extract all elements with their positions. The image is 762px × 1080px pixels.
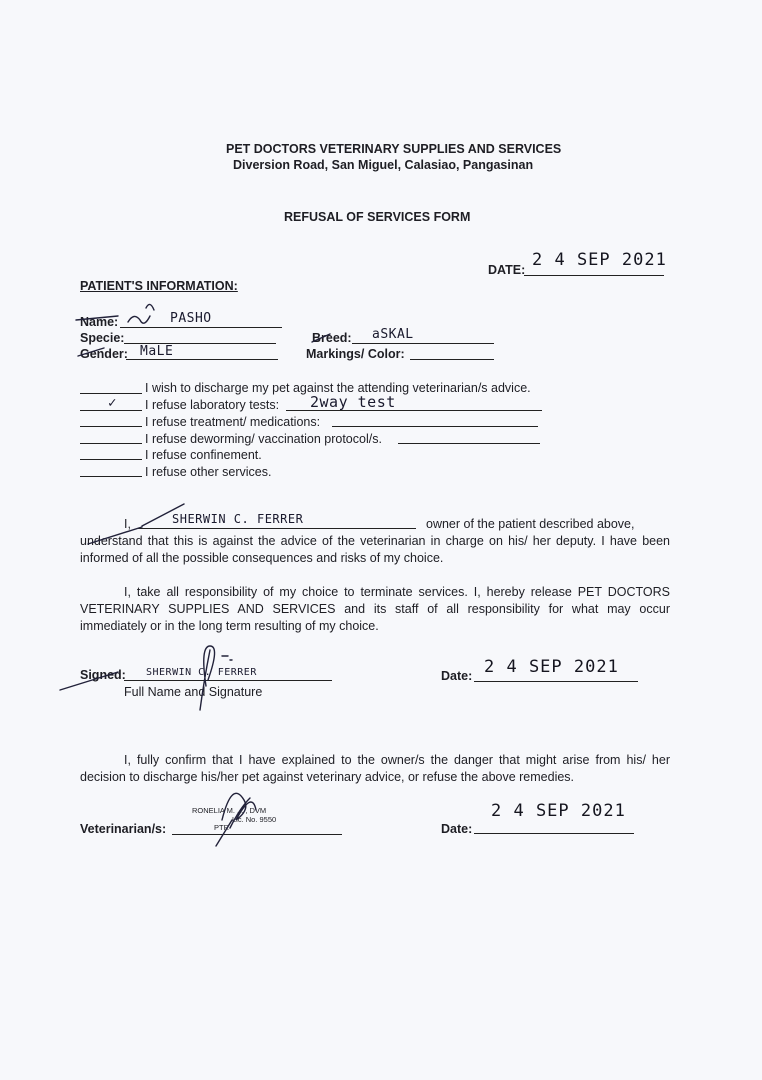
statement1-body: understand that this is against the advice of the veterinarian in charge on his/ her deputy. I have been informed of all the possible consequences and risks of my choice. <box>80 534 670 565</box>
statement1-i: I, <box>124 517 131 531</box>
option-4-blank <box>80 443 142 444</box>
statement1-owner-line <box>138 528 416 529</box>
date-top-value: 2 4 SEP 2021 <box>532 250 667 270</box>
option-3-line <box>332 426 538 427</box>
gender-label: Gender: <box>80 347 128 361</box>
option-4-text: I refuse deworming/ vaccination protocol/s. <box>145 432 382 446</box>
vet-label: Veterinarian/s: <box>80 822 167 836</box>
patient-section-title: PATIENT'S INFORMATION: <box>80 279 238 293</box>
form-title: REFUSAL OF SERVICES FORM <box>284 210 471 224</box>
vet-ptr: PTR <box>214 823 229 832</box>
option-3-text: I refuse treatment/ medications: <box>145 415 321 429</box>
option-6-text: I refuse other services. <box>145 465 272 479</box>
breed-value: aSKAL <box>372 327 414 342</box>
option-1-text: I wish to discharge my pet against the attending veterinarian/s advice. <box>145 381 531 395</box>
markings-line <box>410 359 494 360</box>
signed-value: SHERWIN C. FERRER <box>146 667 257 678</box>
breed-label: Breed: <box>312 331 352 345</box>
statement1-owner-name: SHERWIN C. FERRER <box>172 512 304 526</box>
specie-label: Specie: <box>80 331 125 345</box>
option-1-blank <box>80 393 142 394</box>
option-5-blank <box>80 459 142 460</box>
option-6-blank <box>80 476 142 477</box>
gender-line <box>126 359 278 360</box>
vet-date-line <box>474 833 634 834</box>
org-address: Diversion Road, San Miguel, Calasiao, Pangasinan <box>233 158 534 172</box>
statement2-body: I, take all responsibility of my choice to terminate services. I, hereby release PET DOCTORS VETERINARY SUPPLIES AND SERVICES and its staff of all responsibility for what may occur immediately or in the long term resulting of my choice. <box>80 585 670 633</box>
vet-name: RONELIA M. ... , DVM <box>192 806 267 815</box>
signed-date-line <box>474 681 638 682</box>
vet-date-label: Date: <box>441 822 473 836</box>
option-4-line <box>398 443 540 444</box>
statement1-owner-tail: owner of the patient described above, <box>426 517 635 531</box>
org-name: PET DOCTORS VETERINARY SUPPLIES AND SERVICES <box>226 142 562 156</box>
option-5-text: I refuse confinement. <box>145 448 262 462</box>
date-top-label: DATE: <box>488 263 526 277</box>
markings-label: Markings/ Color: <box>306 347 405 361</box>
signed-date-label: Date: <box>441 669 473 683</box>
vet-license: Lic. No. 9550 <box>232 815 277 824</box>
gender-value: MaLE <box>140 344 174 359</box>
option-2-value: 2way test <box>310 393 396 411</box>
vet-line <box>172 834 342 835</box>
name-value: PASHO <box>170 311 212 326</box>
statement3-body: I, fully confirm that I have explained to the owner/s the danger that might arise from his/ her decision to discharge his/her pet against veterinary advice, or refuse the above remedies. <box>80 753 670 784</box>
name-label: Name: <box>80 315 119 329</box>
vet-date-value: 2 4 SEP 2021 <box>491 801 626 821</box>
option-2-text: I refuse laboratory tests: <box>145 398 280 412</box>
option-2-mark: ✓ <box>108 395 117 411</box>
date-top-line <box>524 275 664 276</box>
breed-line <box>352 343 494 344</box>
signed-caption: Full Name and Signature <box>124 685 263 699</box>
signed-line <box>124 680 332 681</box>
signed-label: Signed: <box>80 668 126 682</box>
signed-date-value: 2 4 SEP 2021 <box>484 657 619 677</box>
name-line <box>120 327 282 328</box>
option-3-blank <box>80 426 142 427</box>
